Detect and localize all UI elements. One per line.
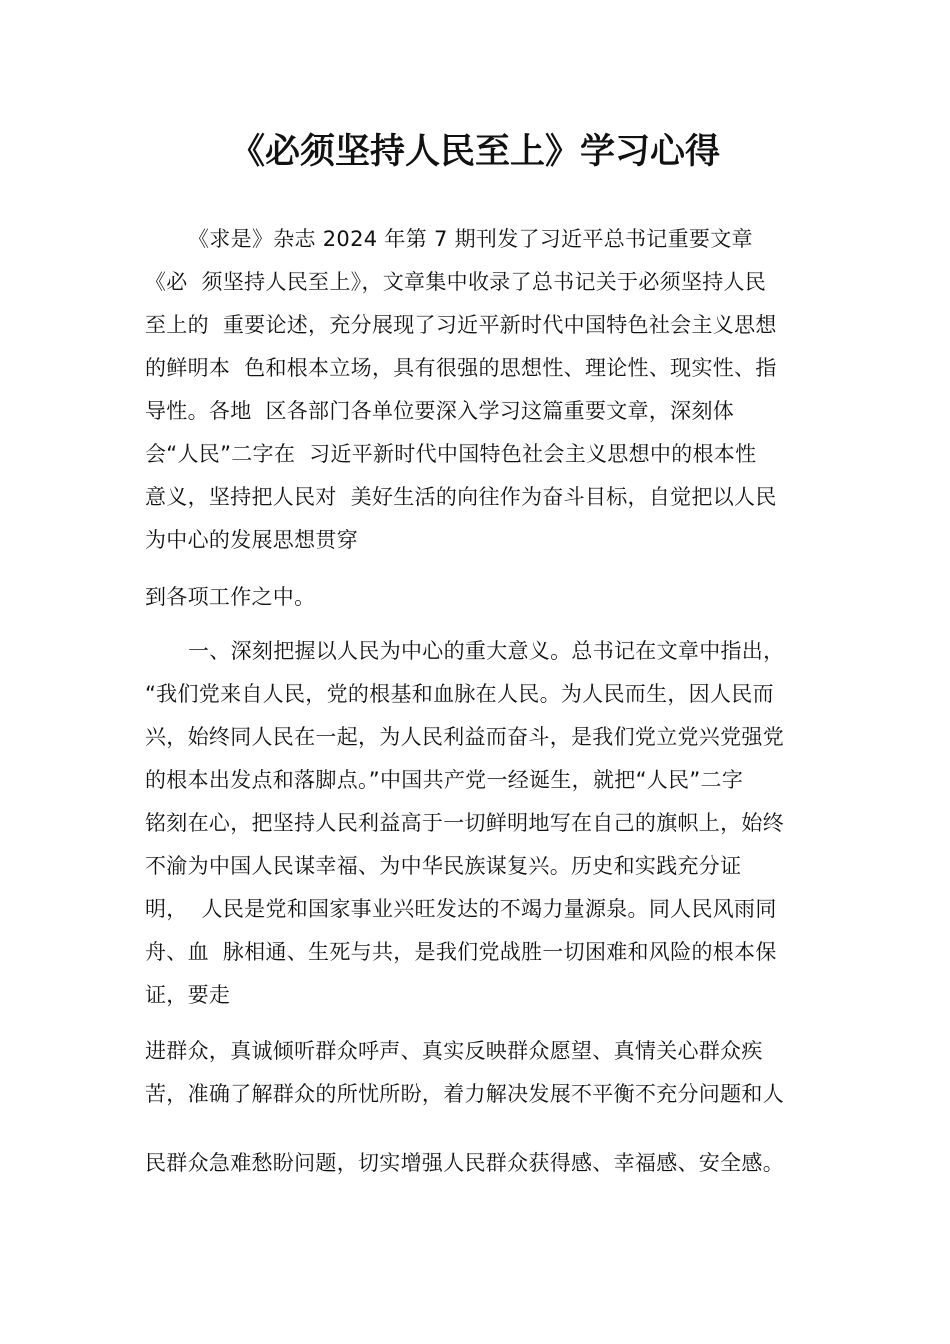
- document-title: 《必须坚持人民至上》学习心得: [229, 132, 720, 172]
- paragraph-line: 会“人民”二字在 习近平新时代中国特色社会主义思想中的根本性: [145, 442, 757, 466]
- paragraph-line: 一、深刻把握以人民为中心的重大意义。总书记在文章中指出，: [188, 639, 785, 663]
- paragraph-line: 明， 人民是党和国家事业兴旺发达的不竭力量源泉。同人民风雨同: [145, 897, 777, 921]
- paragraph-line: 证，要走: [145, 983, 231, 1007]
- paragraph-line: 的鲜明本 色和根本立场，具有很强的思想性、理论性、现实性、指: [145, 356, 777, 380]
- paragraph-line: 不渝为中国人民谋幸福、为中华民族谋复兴。历史和实践充分证: [145, 854, 742, 878]
- paragraph-line: “我们党来自人民，党的根基和血脉在人民。为人民而生，因人民而: [145, 682, 774, 706]
- paragraph-line: 的根本出发点和落脚点。”中国共产党一经诞生，就把“人民”二字: [145, 768, 744, 792]
- paragraph-line: 到各项工作之中。: [145, 585, 316, 609]
- paragraph-line: 铭刻在心，把坚持人民利益高于一切鲜明地写在自己的旗帜上，始终: [145, 811, 784, 835]
- paragraph-line: 民群众急难愁盼问题，切实增强人民群众获得感、幸福感、安全感。: [145, 1151, 784, 1175]
- paragraph-line: 兴，始终同人民在一起，为人民利益而奋斗，是我们党立党兴党强党: [145, 725, 784, 749]
- paragraph-line: 为中心的发展思想贯穿: [145, 528, 358, 552]
- paragraph-line: 苦，准确了解群众的所忧所盼，着力解决发展不平衡不充分问题和人: [145, 1082, 784, 1106]
- paragraph-line: 《必 须坚持人民至上》，文章集中收录了总书记关于必须坚持人民: [145, 270, 767, 294]
- paragraph-line: 至上的 重要论述，充分展现了习近平新时代中国特色社会主义思想: [145, 313, 777, 337]
- paragraph-line: 舟、血 脉相通、生死与共，是我们党战胜一切困难和风险的根本保: [145, 940, 777, 964]
- paragraph-line: 意义，坚持把人民对 美好生活的向往作为奋斗目标，自觉把以人民: [145, 485, 777, 509]
- paragraph-line: 导性。各地 区各部门各单位要深入学习这篇重要文章，深刻体: [145, 399, 735, 423]
- paragraph-line: 进群众，真诚倾听群众呼声、真实反映群众愿望、真情关心群众疾: [145, 1039, 763, 1063]
- paragraph-line: 《求是》杂志 2024 年第 7 期刊发了习近平总书记重要文章: [188, 227, 753, 251]
